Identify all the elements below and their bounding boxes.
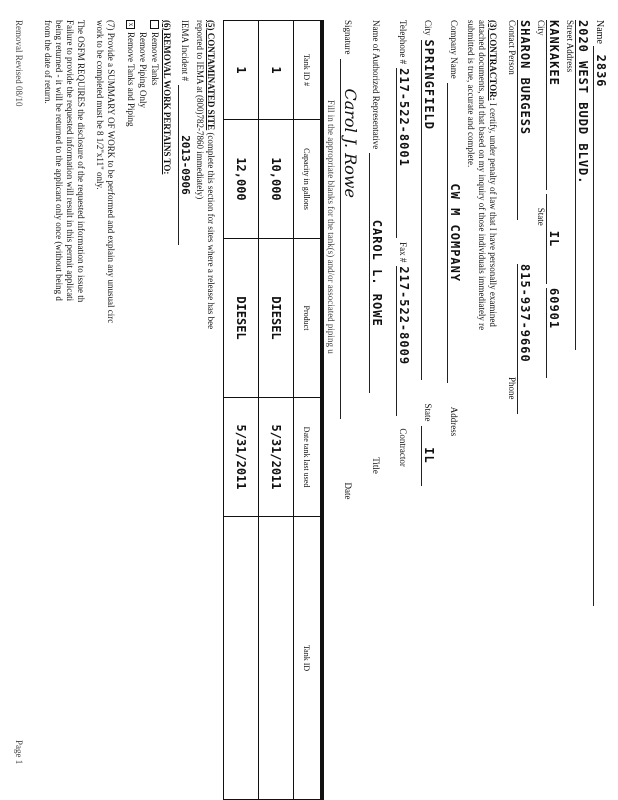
summary-text-2: work to be completed must be 8 1/2"x11" only. xyxy=(95,20,105,190)
owner-contact-value: SHARON BURGESS xyxy=(517,20,532,220)
contractor-city-value: SPRINGFIELD xyxy=(421,40,436,380)
contaminated-iema-row xyxy=(177,20,195,245)
contractor-date-label: Date xyxy=(343,482,353,500)
osfm-text-3: being returned - it will be returned to the applicant only once (without being d xyxy=(54,20,64,301)
contractor-fax-value: 217-522-8009 xyxy=(396,266,411,416)
contractor-company-label: Company Name xyxy=(449,20,459,79)
owner-street-value: 2020 WEST BUDD BLVD. xyxy=(575,20,590,350)
contractor-rep-label: Name of Authorized Representative xyxy=(371,20,381,150)
cell-tank-id: 1 xyxy=(259,21,294,120)
contractor-fax-label: Fax # xyxy=(398,242,408,263)
cell-date-last-used: 5/31/2011 xyxy=(259,398,294,517)
tank-table xyxy=(223,20,321,800)
table-row xyxy=(259,21,294,800)
contractor-rep-value: CAROL L. ROWE xyxy=(369,153,384,393)
cell-product: DIESEL xyxy=(224,239,259,398)
contractor-contractors-label: Contractor xyxy=(398,428,408,467)
remove-tanks-label: Remove Tanks xyxy=(150,32,160,86)
owner-phone-value: 815-937-9660 xyxy=(517,264,532,414)
contractor-signature-row xyxy=(340,20,360,500)
cell-tank-id: 1 xyxy=(224,21,259,120)
remove-tanks-piping-checkbox[interactable]: x xyxy=(126,20,135,29)
table-top-rule xyxy=(321,20,324,800)
remove-tanks-piping-label: Remove Tanks and Piping xyxy=(126,32,136,127)
contractor-address-label: Address xyxy=(449,406,459,437)
contractor-city-row xyxy=(420,20,438,486)
owner-city-row xyxy=(545,20,563,378)
contractor-company-value: CW M COMPANY xyxy=(447,83,462,383)
owner-street-row xyxy=(574,20,592,350)
contractor-company-row xyxy=(446,20,464,436)
contractor-telephone-label: Telephone # xyxy=(398,20,408,65)
contractor-telephone-value: 217-522-8001 xyxy=(396,68,411,238)
header-tank-id: Tank ID # xyxy=(294,21,321,120)
owner-city-labels xyxy=(536,20,546,226)
contractor-signature-label: Signature xyxy=(343,20,353,55)
owner-name-row xyxy=(593,20,608,606)
owner-city-label: City xyxy=(536,20,546,36)
contaminated-text-2: reported to IEMA at (800)782-7860 immediately) xyxy=(195,20,205,200)
contaminated-text-1: (complete this section for sites where a release has bee xyxy=(206,132,216,330)
owner-name-value: 2836 xyxy=(593,46,608,606)
contractor-cert-text-1: I certify, under penalty of law that I have personally examined xyxy=(488,102,498,327)
osfm-text-2: Failure to provide the requested information will result in this permit applicati xyxy=(65,20,75,302)
contractor-state-value: IL xyxy=(421,426,436,486)
remove-piping-label: Remove Piping Only xyxy=(138,32,148,108)
contractor-phone-row xyxy=(395,20,413,467)
contaminated-line-1 xyxy=(206,20,216,329)
removal-heading: (6) REMOVAL WORK PERTAINS TO: xyxy=(162,20,172,175)
owner-street-label: Street Address xyxy=(565,20,575,73)
owner-name-label: Name xyxy=(594,20,605,44)
header-product: Product xyxy=(294,239,321,398)
owner-contact-row xyxy=(516,20,534,414)
contractor-cert-line-1 xyxy=(488,20,498,327)
header-tank-id-2: Tank ID xyxy=(294,517,321,800)
tank-table-header-row xyxy=(294,21,321,800)
removal-option-piping xyxy=(138,20,148,108)
owner-phone-label: Phone xyxy=(507,377,517,400)
footer-page: Page 1 xyxy=(14,740,24,765)
contractor-signature-image: Carol J. Rowe xyxy=(340,59,360,419)
owner-state-label: State xyxy=(536,207,546,226)
cell-capacity: 12,000 xyxy=(224,120,259,239)
removal-option-tanks xyxy=(150,20,160,85)
table-row xyxy=(224,21,259,800)
contractor-state-label: State xyxy=(423,403,433,422)
contractor-cert-text-2: attached documents, and that based on my inquiry of those individuals immediately re xyxy=(477,20,487,331)
osfm-text-4: from the date of return. xyxy=(43,20,53,104)
remove-piping-checkbox[interactable] xyxy=(138,20,147,29)
cell-date-last-used: 5/31/2011 xyxy=(224,398,259,517)
contractor-cert-text-3: submitted is true, accurate and complete. xyxy=(466,20,476,168)
footer-revised: Removal Revised 08/10 xyxy=(14,20,24,107)
contractor-title-label: Title xyxy=(371,457,381,474)
contractor-heading: (3) CONTRACTOR: xyxy=(488,20,498,101)
remove-tanks-checkbox[interactable] xyxy=(150,20,159,29)
cell-empty xyxy=(224,517,259,800)
owner-city-value: KANKAKEE xyxy=(546,20,561,190)
contaminated-heading: (5) CONTAMINATED SITE xyxy=(206,20,216,131)
owner-zip-value: 60901 xyxy=(546,288,561,378)
osfm-text-1: The OSFM REQUIRES the disclosure of the requested information to issue th xyxy=(76,20,86,303)
cell-capacity: 10,000 xyxy=(259,120,294,239)
removal-option-both xyxy=(126,20,136,126)
contractor-city-label: City xyxy=(423,20,433,36)
iema-value: 2013-0906 xyxy=(178,85,192,245)
header-capacity: Capacity in gallons xyxy=(294,120,321,239)
iema-label: IEMA Incident # xyxy=(180,20,190,81)
owner-contact-labels xyxy=(507,20,517,400)
contractor-rep-row xyxy=(368,20,386,474)
tanks-intro: Fill in the appropriate blanks for the tank(s) and/or associated piping u xyxy=(326,100,336,354)
header-date-last-used: Date tank last used xyxy=(294,398,321,517)
cell-empty xyxy=(259,517,294,800)
cell-product: DIESEL xyxy=(259,239,294,398)
summary-text-1: (7) Provide a SUMMARY OF WORK to be performed and explain any unusual circ xyxy=(106,20,116,324)
owner-contact-label: Contact Person xyxy=(507,20,517,75)
owner-state-value: IL xyxy=(546,194,561,284)
